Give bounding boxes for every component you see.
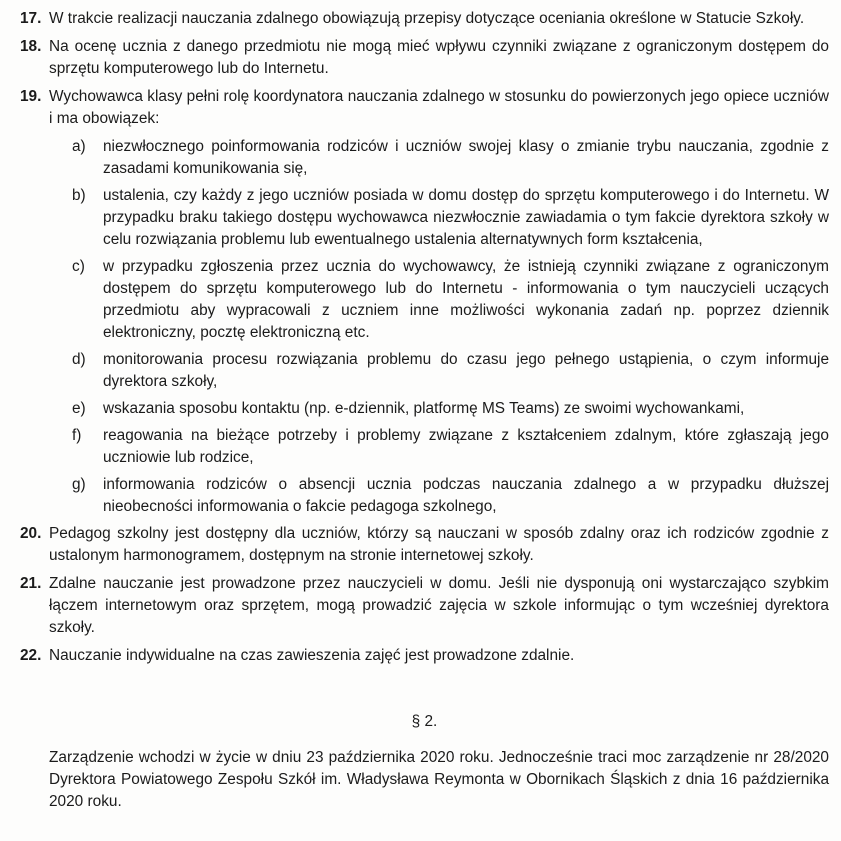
sub-item-text: informowania rodziców o absencji ucznia podczas nauczania zdalnego a w przypadku dłuższej nieobecności informowania o fakcie pedagoga szkolnego,	[103, 476, 829, 515]
sub-item-text: wskazania sposobu kontaktu (np. e-dziennik, platformę MS Teams) ze swoimi wychowankami,	[103, 400, 745, 417]
sub-item-f	[0, 425, 841, 469]
list-item-19	[0, 86, 841, 130]
item-text: Zdalne nauczanie jest prowadzone przez nauczycieli w domu. Jeśli nie dysponują oni wystarczająco szybkim łączem internetowym oraz sprzętem, mogą prowadzić zajęcia w szkole informując o tym wcześniej dyrektora szkoły.	[49, 575, 829, 636]
sub-item-text: monitorowania procesu rozwiązania problemu do czasu jego pełnego ustąpienia, o czym informuje dyrektora szkoły,	[103, 351, 829, 390]
sub-item-e	[0, 398, 841, 420]
list-item-20	[0, 523, 841, 567]
item-number: 18.	[20, 38, 42, 55]
sub-item-b	[0, 185, 841, 251]
item-number: 17.	[20, 10, 42, 27]
section-heading: § 2.	[411, 713, 438, 730]
sub-item-text: w przypadku zgłoszenia przez ucznia do wychowawcy, że istnieją czynniki związane z ograniczonym dostępem do sprzętu komputerowego lub do Internetu - informowania o tym nauczycieli uczących przedmiotu aby wypracowali z uczniem inne możliwości wykonania zadań np. poprzez dziennik elektroniczny, pocztę elektroniczną etc.	[103, 258, 829, 341]
document-page	[0, 8, 841, 813]
item-text: Nauczanie indywidualne na czas zawieszenia zajęć jest prowadzone zdalnie.	[49, 647, 575, 664]
item-number: 21.	[20, 575, 42, 592]
list-item-18	[0, 36, 841, 80]
sub-item-text: niezwłocznego poinformowania rodziców i uczniów swojej klasy o zmianie trybu nauczania, zgodnie z zasadami komunikowania się,	[103, 138, 829, 177]
item-text: W trakcie realizacji nauczania zdalnego obowiązują przepisy dotyczące oceniania określone w Statucie Szkoły.	[49, 10, 805, 27]
sub-item-letter: d)	[72, 351, 86, 368]
sub-item-a	[0, 136, 841, 180]
list-item-21	[0, 573, 841, 639]
sub-item-g	[0, 474, 841, 518]
sub-item-d	[0, 349, 841, 393]
sub-item-text: ustalenia, czy każdy z jego uczniów posiada w domu dostęp do sprzętu komputerowego i do Internetu. W przypadku braku takiego dostępu wychowawca niezwłocznie zawiadamia o tym fakcie dyrektora szkoły w celu rozwiązania problemu lub ewentualnego ustalenia alternatywnych form kształcenia,	[103, 187, 829, 248]
item-text: Wychowawca klasy pełni rolę koordynatora nauczania zdalnego w stosunku do powierzonych jego opiece uczniów i ma obowiązek:	[49, 88, 829, 127]
sub-item-letter: c)	[72, 258, 85, 275]
sub-item-letter: f)	[72, 427, 82, 444]
item-text: Pedagog szkolny jest dostępny dla uczniów, którzy są nauczani w sposób zdalny oraz ich rodziców zgodnie z ustalonym harmonogramem, dostępnym na stronie internetowej szkoły.	[49, 525, 829, 564]
item-number: 20.	[20, 525, 42, 542]
list-item-17	[0, 8, 841, 30]
sub-item-letter: b)	[72, 187, 86, 204]
sub-item-c	[0, 256, 841, 344]
item-text: Na ocenę ucznia z danego przedmiotu nie mogą mieć wpływu czynniki związane z ograniczonym dostępem do sprzętu komputerowego lub do Internetu.	[49, 38, 829, 77]
closing-paragraph: Zarządzenie wchodzi w życie w dniu 23 października 2020 roku. Jednocześnie traci moc zarządzenie nr 28/2020 Dyrektora Powiatowego Zespołu Szkół im. Władysława Reymonta w Obornikach Śląskich z dnia 16 października 2020 roku.	[49, 749, 829, 810]
sub-item-letter: g)	[72, 476, 86, 493]
sub-item-letter: e)	[72, 400, 86, 417]
list-item-22	[0, 645, 841, 667]
item-number: 19.	[20, 88, 42, 105]
item-number: 22.	[20, 647, 42, 664]
sub-item-text: reagowania na bieżące potrzeby i problemy związane z kształceniem zdalnym, które zgłaszają jego uczniowie lub rodzice,	[103, 427, 829, 466]
sub-item-letter: a)	[72, 138, 86, 155]
